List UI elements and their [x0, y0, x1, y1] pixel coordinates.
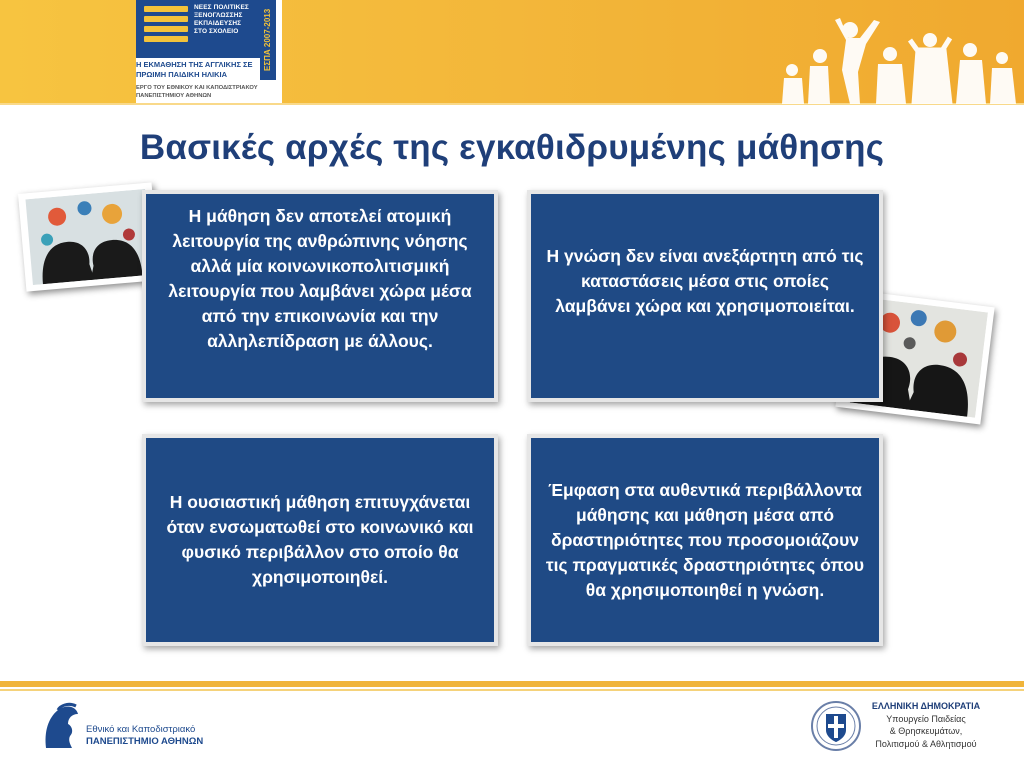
thinking-heads-photo: [18, 182, 160, 291]
ministry-name: ΕΛΛΗΝΙΚΗ ΔΗΜΟΚΡΑΤΙΑ Υπουργείο Παιδείας & Θρησκευμάτων, Πολιτισμού & Αθλητισμού: [871, 701, 981, 749]
university-name: Εθνικό και Καποδιστριακό ΠΑΝΕΠΙΣΤΗΜΙΟ ΑΘΗΝΩΝ: [86, 724, 204, 747]
footer-divider: [0, 681, 1024, 687]
footer-divider-thin: [0, 689, 1024, 691]
page-title: Βασικές αρχές της εγκαθιδρυμένης μάθησης: [139, 128, 885, 167]
logo-footer: ΕΡΓΟ ΤΟΥ ΕΘΝΙΚΟΥ ΚΑΙ ΚΑΠΟΔΙΣΤΡΙΑΚΟΥ ΠΑΝΕΠΙΣΤΗΜΙΟΥ ΑΘΗΝΩΝ: [136, 85, 258, 99]
project-logo: [136, 0, 282, 103]
espa-label: ΕΣΠΑ 2007-2013: [260, 0, 276, 80]
logo-subtitle: Η ΕΚΜΑΘΗΣΗ ΤΗΣ ΑΓΓΛΙΚΗΣ ΣΕ ΠΡΩΙΜΗ ΠΑΙΔΙΚΗ ΗΛΙΚΙΑ: [136, 60, 253, 79]
children-silhouettes-icon: [780, 10, 1020, 104]
principle-box-social: Η μάθηση δεν αποτελεί ατομική λειτουργία της ανθρώπινης νόησης αλλά μία κοινωνικοπολιτισμική λειτουργία που λαμβάνει χώρα μέσα από την επικοινωνία και την αλληλεπίδραση με άλλους.: [142, 190, 498, 402]
logo-emblem-block: [136, 0, 260, 58]
book-icon: [144, 6, 188, 50]
athena-head-icon: [38, 702, 82, 750]
logo-title-lines: ΝΕΕΣ ΠΟΛΙΤΙΚΕΣ ΞΕΝΟΓΛΩΣΣΗΣ ΕΚΠΑΙΔΕΥΣΗΣ ΣΤΟ ΣΧΟΛΕΙΟ: [194, 4, 249, 35]
heads-gears-icon: [24, 189, 153, 285]
greek-emblem-icon: [810, 700, 862, 752]
principle-box-context: Η γνώση δεν είναι ανεξάρτητη από τις καταστάσεις μέσα στις οποίες λαμβάνει χώρα και χρησιμοποιείται.: [527, 190, 883, 402]
principle-box-environment: Η ουσιαστική μάθηση επιτυγχάνεται όταν ενσωματωθεί στο κοινωνικό και φυσικό περιβάλλον στο οποίο θα χρησιμοποιηθεί.: [142, 434, 498, 646]
principle-box-authentic: Έμφαση στα αυθεντικά περιβάλλοντα μάθησης και μάθηση μέσα από δραστηριότητες που προσομοιάζουν τις πραγματικές δραστηριότητες όπου θα χρησιμοποιηθεί η γνώση.: [527, 434, 883, 646]
